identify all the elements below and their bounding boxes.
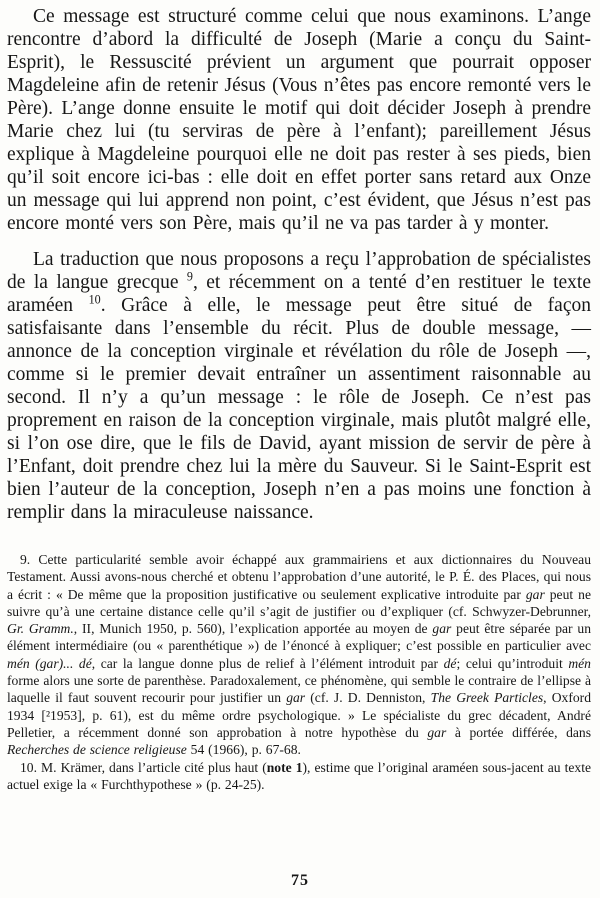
paragraph-1: Ce message est structuré comme celui que nous examinons. L’ange rencontre d’abord la difficulté de Joseph (Marie a conçu du Saint-Esprit), le Ressuscité prévient un argument que pourrait opposer Magdeleine afin de retenir Jésus (Vous n’êtes pas encore remonté vers le Père). L’ange donne ensuite le motif qui doit décider Joseph à prendre Marie chez lui (tu serviras de père à l’enfant); pareillement Jésus explique à Magdeleine pourquoi elle ne doit pas rester à ses pieds, bien qu’il soit encore ici-bas : elle doit en effet porter sans retard aux Onze un message qui lui apprend non point, c’est évident, que Jésus n’est pas encore monté vers son Père, mais qu’il ne va pas tarder à y monter. xyxy=(7,6,591,234)
footnote-9: 9. Cette particularité semble avoir échappé aux grammairiens et aux dictionnaires du Nouveau Testament. Aussi avons-nous cherché et obtenu l’approbation d’une autorité, le P. É. des Places, qui nous a écrit : « De même que la proposition justificative ou seulement explicative introduite par gar peut ne suivre qu’à une certaine distance celle qu’il s’agit de justifier ou d’expliquer (cf. Schwyzer-Debrunner, Gr. Gramm., II, Munich 1950, p. 560), l’explication apportée au moyen de gar peut être séparée par un élément intermédiaire (ou « parenthétique ») de l’énoncé à expliquer; c’est possible en particulier avec mén (gar)... dé, car la langue donne plus de relief à l’élément introduit par dé; celui qu’introduit mén forme alors une sorte de parenthèse. Paradoxalement, ce phénomène, qui semble le contraire de l’ellipse à laquelle il faut souvent recourir pour justifier un gar (cf. J. D. Denniston, The Greek Particles, Oxford 1934 [²1953], p. 61), est du même ordre psychologique. » Le spécialiste du grec décadent, André Pelletier, a récemment donné son approbation à notre hypothèse du gar à portée différée, dans Recherches de science religieuse 54 (1966), p. 67-68. xyxy=(7,552,592,758)
page-body xyxy=(7,5,591,524)
page-footer xyxy=(0,872,600,890)
footnotes-section xyxy=(7,551,591,793)
footnote-10: 10. M. Krämer, dans l’article cité plus haut (note 1), estime que l’original araméen sous-jacent au texte actuel exige la « Furchthypothese » (p. 24-25). xyxy=(7,759,591,792)
page-number: 75 xyxy=(291,872,309,889)
paragraph-2: La traduction que nous proposons a reçu l’approbation de spécialistes de la langue grecque $^9$, et récemment on a tenté d’en restituer le texte araméen $^{10}$. Grâce à elle, le message peut être situé de façon satisfaisante dans l’ensemble du récit. Plus de double message, — annonce de la conception virginale et révélation du rôle de Joseph —, comme si le premier devait entraîner un assentiment raisonnable au second. Il n’y a qu’un message : le rôle de Joseph. Ce n’est pas proprement en raison de la conception virginale, mais plutôt malgré elle, si l’on ose dire, que le fils de David, ayant mission de servir de père à l’Enfant, doit prendre chez lui la mère du Sauveur. Si le Saint-Esprit est bien l’auteur de la conception, Joseph n’en a pas moins une fonction à remplir dans la miraculeuse naissance. xyxy=(7,249,591,523)
